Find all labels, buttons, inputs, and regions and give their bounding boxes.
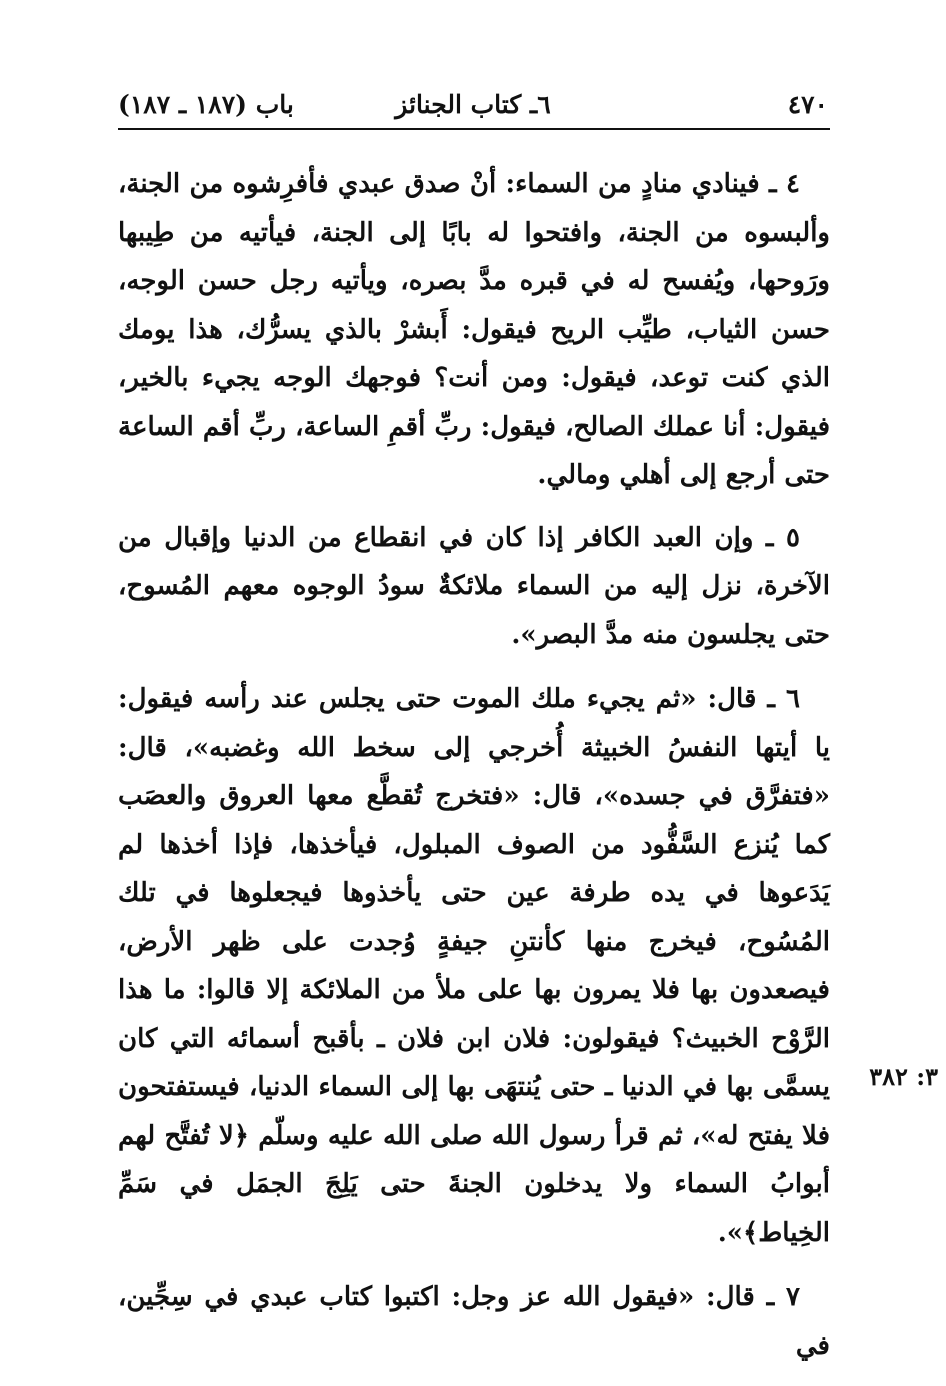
paragraph-7: ٧ ـ قال: «فيقول الله عز وجل: اكتبوا كتاب عبدي في سِجِّين، في	[118, 1282, 830, 1361]
paragraph-4: ٤ ـ فينادي منادٍ من السماء: أنْ صدق عبدي فأفرِشوه من الجنة، وألبسوه من الجنة، وافتحوا له بابًا إلى الجنة، فيأتيه من طِيبها ورَوحها، ويُفسح له في قبره مدَّ بصره، ويأتيه رجل حسن الوجه، حسن الثياب، طيِّب الريح فيقول: أَبشرْ بالذي يسرُّك، هذا يومك الذي كنت توعد، فيقول: ومن أنت؟ فوجهك الوجه يجيء بالخير، فيقول: أنا عملك الصالح، فيقول: ربِّ أقمِ الساعة، ربِّ أقم الساعة حتى أرجع إلى أهلي ومالي.	[118, 169, 830, 490]
chapter-reference: باب (١٨٧ ـ ١٨٧)	[118, 89, 294, 119]
paragraph-5: ٥ ـ وإن العبد الكافر إذا كان في انقطاع من الدنيا وإقبال من الآخرة، نزل إليه من السماء ملائكةٌ سودُ الوجوه معهم المُسوح، حتى يجلسون منه مدَّ البصر».	[118, 522, 830, 650]
page-body	[118, 160, 830, 1386]
book-title: ٦ـ كتاب الجنائز	[395, 89, 551, 119]
page-header	[118, 84, 828, 124]
margin-reference: ٣: ٣٨٢	[869, 1062, 938, 1091]
header-rule	[118, 128, 830, 130]
paragraph-6: ٦ ـ قال: «ثم يجيء ملك الموت حتى يجلس عند رأسه فيقول: يا أيتها النفسُ الخبيثة أُخرجي إلى سخط الله وغضبه»، قال: «فتفرَّق في جسده»، قال: «فتخرج تُقطَّع معها العروق والعصَب كما يُنزع السَّفُّود من الصوف المبلول، فيأخذها، فإذا أخذها لم يَدَعوها في يده طرفة عين حتى يأخذوها فيجعلوها في تلك المُسُوح، فيخرج منها كأنتنِ جيفةٍ وُجدت على ظهر الأرض، فيصعدون بها فلا يمرون بها على ملأ من الملائكة إلا قالوا: ما هذا الرَّوْح الخبيث؟ فيقولون: فلان ابن فلان ـ بأقبح أسمائه التي كان يسمَّى بها في الدنيا ـ حتى يُنتهَى بها إلى السماء الدنيا، فيستفتحون فلا يفتح له»، ثم قرأ رسول الله صلى الله عليه وسلّم ﴿لا تُفتَّح لهم أبوابُ السماء ولا يدخلون الجنةَ حتى يَلِجَ الجمَل في سَمِّ الخِياط﴾».	[118, 684, 830, 1248]
page-number: ٤٧٠	[787, 89, 828, 119]
